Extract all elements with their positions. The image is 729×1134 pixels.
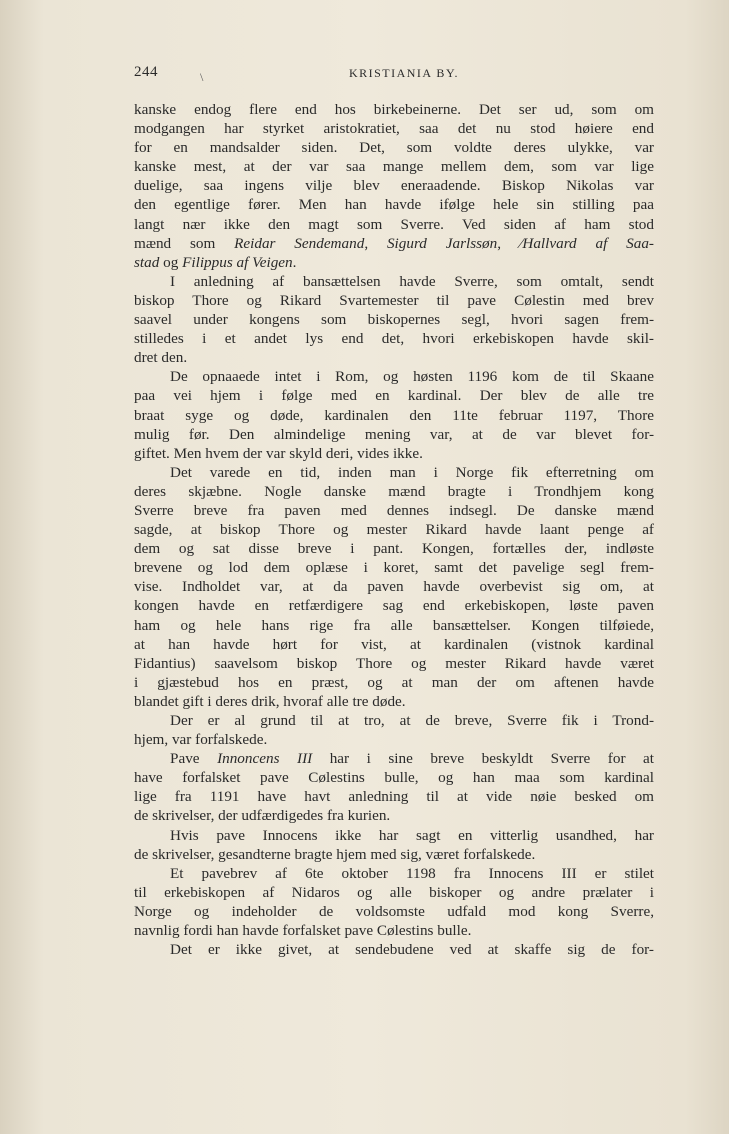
- text-line: braat syge og døde, kardinalen den 11te februar 1197, Thore: [134, 406, 654, 424]
- text-run: Pave: [170, 750, 218, 768]
- text-run: ,: [364, 234, 387, 252]
- text-line: Fidantius) saavelsom biskop Thore og mester Rikard havde været: [134, 654, 654, 672]
- text-line: De opnaaede intet i Rom, og høsten 1196 kom de til Skaane: [170, 368, 654, 386]
- text-line: lige fra 1191 have havt anledning til at vide nøie besked om: [134, 788, 654, 806]
- text-line: de skrivelser, der udfærdigedes fra kurien.: [134, 807, 391, 825]
- text-line: deres skjæbne. Nogle danske mænd bragte i Trondhjem kong: [134, 482, 654, 500]
- text-line: dem og sat disse breve i pant. Kongen, fortælles der, indløste: [134, 540, 654, 558]
- text-line: [134, 253, 654, 272]
- running-head: KRISTIANIA BY.: [348, 66, 460, 80]
- text-line: modgangen har styrket aristokratiet, saa det nu stod høiere end: [134, 120, 654, 138]
- text-line: stilledes i et andet lys end det, hvori erkebiskopen havde skil-: [134, 330, 654, 348]
- italic-name: stad: [134, 253, 160, 271]
- text-line: Hvis pave Innocens ikke har sagt en vitterlig usandhed, har: [170, 826, 654, 844]
- text-line: de skrivelser, gesandterne bragte hjem med sig, været forfalskede.: [134, 845, 536, 863]
- italic-name: Innoncens III: [217, 750, 313, 768]
- italic-name: Filippus af Veigen: [182, 253, 293, 271]
- text-line: giftet. Men hvem der var skyld deri, vides ikke.: [134, 444, 423, 462]
- text-line: [134, 234, 654, 253]
- text-line: sagde, at biskop Thore og mester Rikard havde laant penge af: [134, 521, 654, 539]
- page-header: [134, 64, 654, 84]
- text-line: i gjæstebud hos en præst, og at man der om aftenen havde: [134, 673, 654, 691]
- text-line: for en mandsalder siden. Det, som voldte deres ulykke, var: [134, 139, 654, 157]
- text-line: at han havde hørt for vist, at kardinalen (vistnok kardinal: [134, 635, 654, 653]
- text-line: paa vei hjem i følge med en kardinal. Der blev de alle tre: [134, 387, 654, 405]
- text-line: kanske mest, at der var saa mange mellem dem, som var lige: [134, 158, 654, 176]
- text-line: kongen havde en retfærdigere sag end erkebiskopen, løste paven: [134, 597, 654, 615]
- italic-name: Sigurd Jarlssøn: [386, 234, 498, 252]
- text-line: Norge og indeholder de voldsomste udfald mod kong Sverre,: [134, 902, 654, 920]
- page-number: 244: [134, 64, 158, 80]
- text-line: ham og hele hans rige fra alle bansættelser. Kongen tilføiede,: [134, 616, 654, 634]
- text-line: have forfalsket pave Cølestins bulle, og han maa som kardinal: [134, 769, 654, 787]
- text-line: langt nær ikke den magt som Sverre. Ved siden af ham stod: [134, 215, 654, 233]
- text-line: biskop Thore og Rikard Svartemester til pave Cølestin med brev: [134, 291, 654, 309]
- body-text: [134, 100, 654, 959]
- text-run: og: [159, 253, 183, 271]
- text-run: har i sine breve beskyldt Sverre for at: [312, 750, 655, 768]
- text-run: .: [292, 253, 297, 271]
- text-line: Der er al grund til at tro, at de breve, Sverre fik i Trond-: [170, 712, 654, 729]
- text-line: den egentlige fører. Men han havde ifølge hele sin stilling paa: [134, 196, 654, 214]
- text-line: mulig før. Den almindelige mening var, at de var blevet for-: [134, 425, 654, 443]
- text-line: dret den.: [134, 349, 188, 367]
- text-run: , ⁄: [497, 234, 523, 252]
- text-line: navnlig fordi han havde forfalsket pave Cølestins bulle.: [134, 922, 472, 940]
- text-line: vise. Indholdet var, at da paven havde overbevist sig om, at: [134, 578, 654, 596]
- text-line: brevene og lod dem oplæse i koret, samt det pavelige segl frem-: [134, 559, 654, 577]
- text-line: I anledning af bansættelsen havde Sverre, som omtalt, sendt: [170, 272, 654, 290]
- text-run: mænd som: [134, 234, 235, 252]
- stray-mark: \: [200, 70, 204, 84]
- text-line: Sverre breve fra paven med dennes indsegl. De danske mænd: [134, 501, 654, 519]
- text-line: Et pavebrev af 6te oktober 1198 fra Innocens III er stilet: [170, 864, 654, 882]
- text-line: saavel under kongens som biskopernes segl, hvori sagen frem-: [134, 311, 654, 329]
- text-line: blandet gift i deres drik, hvoraf alle tre døde.: [134, 692, 406, 710]
- text-line: hjem, var forfalskede.: [134, 731, 268, 749]
- text-line: duelige, saa ingens vilje blev eneraadende. Biskop Nikolas var: [134, 177, 654, 195]
- text-line: til erkebiskopen af Nidaros og alle biskoper og andre prælater i: [134, 883, 654, 901]
- text-line: kanske endog flere end hos birkebeinerne. Det ser ud, som om: [134, 101, 654, 118]
- text-line: [134, 749, 654, 768]
- italic-name: Reidar Sendemand: [234, 234, 365, 252]
- text-line: Det varede en tid, inden man i Norge fik efterretning om: [170, 463, 654, 481]
- italic-name: Hallvard af Saa-: [522, 234, 654, 252]
- text-line: Det er ikke givet, at sendebudene ved at skaffe sig de for-: [170, 941, 654, 959]
